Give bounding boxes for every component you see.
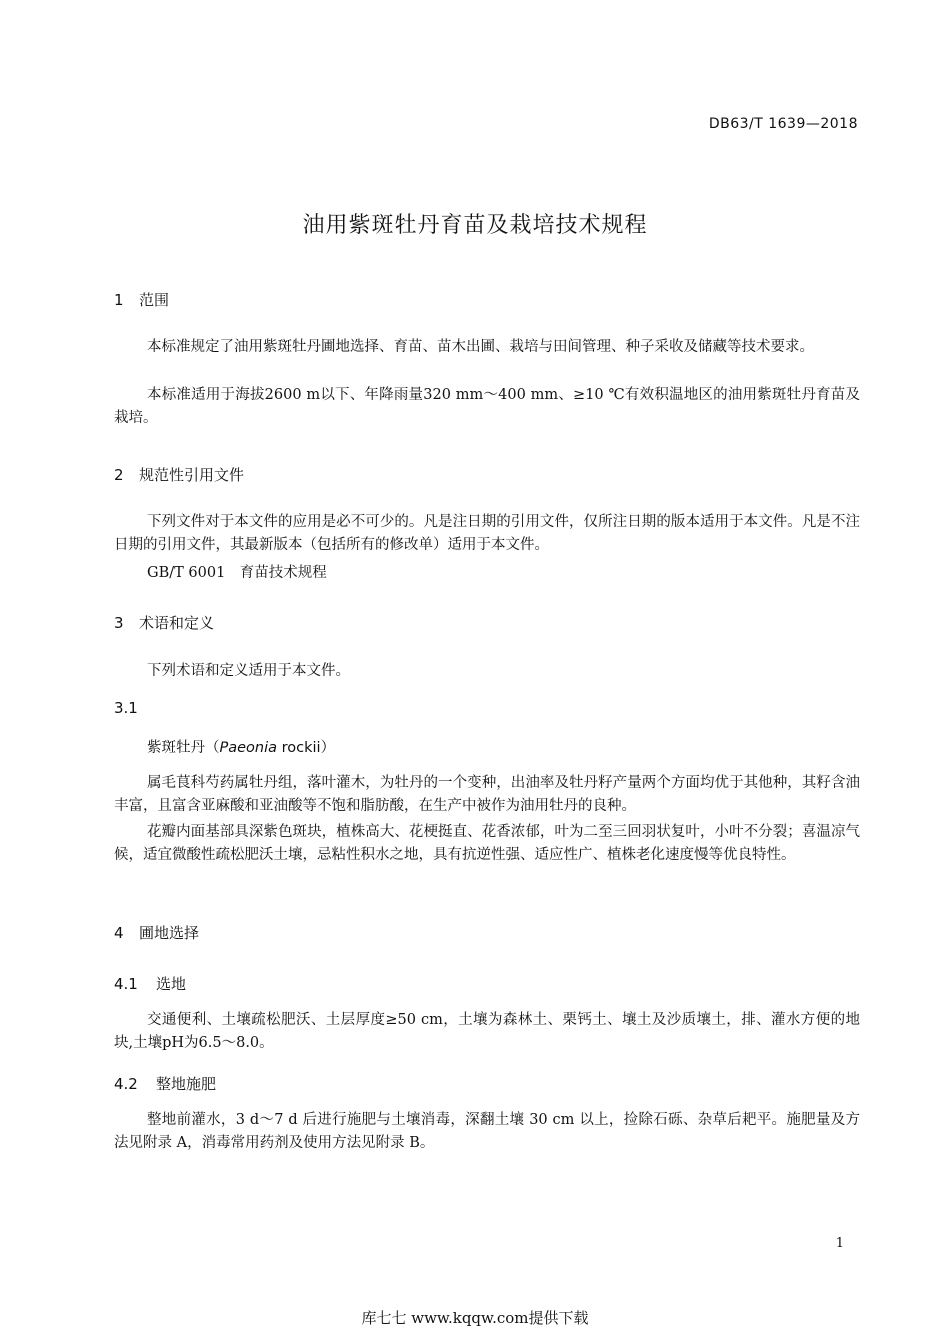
term-chinese: 紫斑牡丹（ [147, 740, 220, 756]
subsection-number: 4.2 [114, 1075, 138, 1093]
section-number: 3 [114, 614, 124, 632]
subsection-number: 4.1 [114, 975, 138, 993]
section-1-paragraph-2: 本标准适用于海拔2600 m以下、年降雨量320 mm～400 mm、≥10 ℃有效积温地区的油用紫斑牡丹育苗及栽培。 [114, 387, 860, 426]
section-title: 圃地选择 [139, 924, 200, 942]
section-2-heading [114, 464, 244, 485]
term-genus: Paeonia [219, 740, 278, 756]
section-1-paragraph-1: 本标准规定了油用紫斑牡丹圃地选择、育苗、苗木出圃、栽培与田间管理、种子采收及储藏等技术要求。 [147, 339, 814, 355]
term-definition-paragraph-1: 属毛茛科芍药属牡丹组，落叶灌木，为牡丹的一个变种，出油率及牡丹籽产量两个方面均优于其他种，其籽含油丰富，且富含亚麻酸和亚油酸等不饱和脂肪酸，在生产中被作为油用牡丹的良种。 [114, 775, 860, 814]
section-number: 4 [114, 924, 124, 942]
page-number: 1 [835, 1236, 844, 1251]
section-number: 2 [114, 466, 124, 484]
normative-reference: GB/T 6001 育苗技术规程 [147, 565, 327, 581]
subsection-title: 选地 [156, 975, 187, 993]
document-number: DB63/T 1639—2018 [708, 116, 858, 132]
section-3-heading [114, 612, 214, 633]
section-1-heading [114, 289, 169, 310]
term-name [147, 736, 335, 757]
section-2-paragraph-1: 下列文件对于本文件的应用是必不可少的。凡是注日期的引用文件，仅所注日期的版本适用于本文件。凡是不注日期的引用文件，其最新版本（包括所有的修改单）适用于本文件。 [114, 514, 860, 553]
section-3-paragraph-1: 下列术语和定义适用于本文件。 [147, 663, 350, 679]
section-number: 1 [114, 291, 124, 309]
term-definition-paragraph-2: 花瓣内面基部具深紫色斑块，植株高大、花梗挺直、花香浓郁，叶为二至三回羽状复叶，小叶不分裂；喜温凉气候，适宜微酸性疏松肥沃土壤，忌粘性积水之地，具有抗逆性强、适应性广、植株老化速度慢等优良特性。 [114, 824, 860, 863]
footer-download-note: 库七七 www.kqqw.com提供下载 [361, 1309, 589, 1327]
section-title: 规范性引用文件 [139, 466, 245, 484]
subsection-4-2-heading [114, 1073, 216, 1094]
section-4-heading [114, 922, 199, 943]
section-title: 术语和定义 [139, 614, 215, 632]
subsection-4-2-paragraph: 整地前灌水，3 d～7 d 后进行施肥与土壤消毒，深翻土壤 30 cm 以上，捡除石砾、杂草后耙平。施肥量及方法见附录 A，消毒常用药剂及使用方法见附录 B。 [114, 1112, 860, 1151]
section-title: 范围 [139, 291, 170, 309]
subsection-4-1-paragraph: 交通便利、土壤疏松肥沃、土层厚度≥50 cm，土壤为森林土、栗钙土、壤土及沙质壤土，排、灌水方便的地块,土壤pH为6.5～8.0。 [114, 1012, 860, 1051]
subsection-title: 整地施肥 [156, 1075, 217, 1093]
subsection-4-1-heading [114, 973, 186, 994]
term-species: rockii） [277, 740, 336, 756]
document-title: 油用紫斑牡丹育苗及栽培技术规程 [302, 213, 648, 238]
subsection-3-1-number: 3.1 [114, 699, 138, 717]
